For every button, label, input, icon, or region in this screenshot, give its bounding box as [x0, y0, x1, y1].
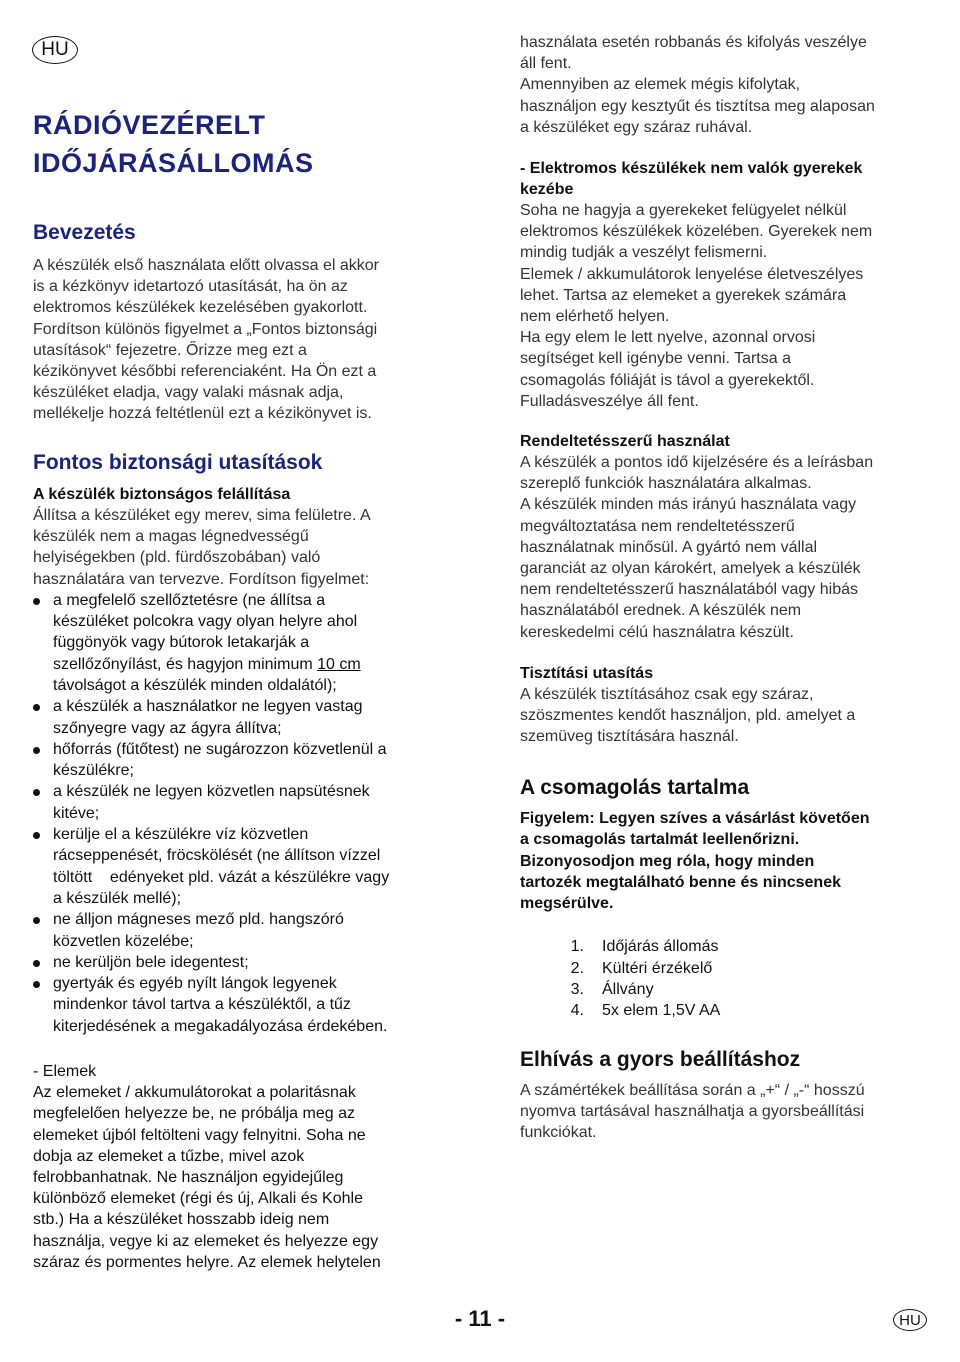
page-title [33, 106, 453, 182]
package-heading: A csomagolás tartalma [520, 776, 750, 799]
children-line: Ha egy elem le lett nyelve, azonnal orvosi [520, 329, 816, 347]
list-item: gyertyák és egyéb nyílt lángok legyenek mindenkor távol tartva a készüléktől, a tűz kiterjedésének a megakadályozása érdekében. [33, 973, 448, 1037]
list-item: ne kerüljön bele idegentest; [33, 952, 448, 973]
batteries-line: megfelelően helyezze be, ne próbálja meg az [33, 1105, 355, 1123]
list-item: 1. Időjárás állomás [570, 938, 719, 956]
quick-setup-section [520, 1047, 940, 1144]
intended-line: megváltoztatása nem rendeltetésszerű [520, 517, 795, 535]
batteries-line: használja, vegye ki az elemeket és helyezze egy [33, 1232, 379, 1250]
list-item: hőforrás (fűtőtest) ne sugározzon közvetlenül a készülékre; [33, 739, 448, 782]
children-line: nem elérhető helyen. [520, 308, 670, 326]
batteries-heading: - Elemek [33, 1063, 97, 1080]
batteries-line: használjon egy kesztyűt és tisztítsa meg alaposan [520, 97, 875, 115]
intro-line: mellékelje hozzá feltétlenül ezt a kézikönyvet is. [33, 405, 372, 423]
safety-section [33, 450, 448, 1037]
distance-value: 10 cm [317, 655, 361, 673]
batteries-line: elemeket újból feltölteni vagy felnyitni. Soha ne [33, 1126, 366, 1144]
batteries-line: felrobbanhatnak. Ne használjon egyidejűleg [33, 1169, 344, 1187]
safety-line: készülék nem a magas légnedvességű [33, 528, 309, 546]
quick-line: nyomva tartásával használhatja a gyorsbeállítási [520, 1103, 865, 1121]
title-line-2: IDŐJÁRÁSÁLLOMÁS [33, 148, 314, 178]
children-line: segítséget kell igénybe venni. Tartsa a [520, 350, 791, 368]
intro-line: készüléket eladja, vagy valaki másnak adja, [33, 384, 344, 402]
quick-line: A számértékek beállítása során a „+“ / „-“ hosszú [520, 1082, 865, 1099]
children-section [520, 158, 940, 412]
children-line: lehet. Tartsa az elemeket a gyerekek számára [520, 286, 847, 304]
intended-line: garanciát az olyan károkért, amelyek a készülék [520, 560, 861, 578]
cleaning-section [520, 663, 940, 748]
batteries-line: Amennyiben az elemek mégis kifolytak, [520, 76, 801, 94]
batteries-section [33, 1061, 448, 1273]
intended-line: A készülék a pontos idő kijelzésére és a leírásban [520, 454, 874, 471]
list-item: kerülje el a készülékre víz közvetlen rácseppenését, fröcskölését (ne állítson vízzel töltött edényeket pld. vázát a készülékre vagy a készülék mellé); [33, 824, 448, 909]
list-item: 3. Állvány [570, 981, 654, 999]
intended-use-heading: Rendeltetésszerű használat [520, 433, 730, 450]
intended-line: A készülék minden más irányú használata vagy [520, 496, 857, 514]
intro-heading: Bevezetés [33, 221, 136, 244]
intended-use-section [520, 431, 940, 643]
language-badge: HU [32, 36, 78, 64]
safety-line: helyiségekben (pld. fürdőszobában) való [33, 549, 321, 567]
package-section [520, 775, 940, 1022]
list-item: ne álljon mágneses mező pld. hangszóró közvetlen közelébe; [33, 909, 448, 952]
cleaning-line: szöszmentes kendőt használjon, pld. amelyet a [520, 707, 856, 725]
intro-line: elektromos készülékek kezelésében gyakorlott. [33, 299, 368, 317]
intro-line: is a kézkönyv idetartozó utasítását, ha ön az [33, 278, 348, 296]
batteries-line: Az elemeket / akkumulátorokat a polaritásnak [33, 1084, 356, 1102]
package-contents-list [520, 936, 940, 1021]
batteries-line: használata esetén robbanás és kifolyás veszélye [520, 34, 867, 51]
intro-line: kézikönyvet későbbi referenciaként. Ha Ön ezt a [33, 363, 377, 381]
list-item: 2. Kültéri érzékelő [570, 959, 713, 977]
list-item: 4. 5x elem 1,5V AA [570, 1002, 721, 1020]
children-line: Fulladásveszélye áll fent. [520, 392, 699, 410]
batteries-line: különböző elemeket (régi és új, Alkali és Kohle [33, 1190, 363, 1208]
children-heading: - Elektromos készülékek nem valók gyerekek kezébe [520, 160, 863, 198]
intended-line: használatából erednek. A készülék nem [520, 602, 802, 620]
language-badge-footer: HU [893, 1309, 927, 1331]
intended-line: nem rendeltetésszerű használatából vagy hibás [520, 581, 858, 599]
page-number: - 11 - [454, 1306, 506, 1331]
intended-line: szereplő funkciók használatára alkalmas. [520, 475, 812, 493]
list-item: a megfelelő szellőztetésre (ne állítsa a készüléket polcokra vagy olyan helyre ahol függönyök vagy bútorok letakarják a szellőzőnyílást, és hagyjon minimum 10 cm távolságot a készülék minden oldalától); [33, 590, 448, 696]
intended-line: kereskedelmi célú használatra készült. [520, 623, 794, 641]
list-item: a készülék ne legyen közvetlen napsütésnek kitéve; [33, 781, 448, 824]
intro-line: Fordítson különös figyelmet a „Fontos biztonsági [33, 320, 378, 338]
list-item: a készülék a használatkor ne legyen vastag szőnyegre vagy az ágyra állítva; [33, 696, 448, 739]
intro-section [33, 220, 448, 425]
cleaning-line: A készülék tisztításához csak egy száraz, [520, 686, 814, 703]
intro-line: A készülék első használata előtt olvassa el akkor [33, 257, 379, 274]
batteries-line: stb.) Ha a készüléket hosszabb ideig nem [33, 1211, 330, 1229]
safety-heading: Fontos biztonsági utasítások [33, 451, 323, 474]
title-line-1: RÁDIÓVEZÉRELT [33, 110, 266, 140]
batteries-line: dobja az elemeket a tűzbe, mivel azok [33, 1147, 305, 1165]
cleaning-heading: Tisztítási utasítás [520, 665, 654, 682]
quick-setup-heading: Elhívás a gyors beállításhoz [520, 1048, 801, 1071]
batteries-line: a készüléket egy száraz ruhával. [520, 118, 753, 136]
children-line: mindig tudják a veszélyt felismerni. [520, 244, 768, 262]
batteries-continued [520, 32, 940, 138]
intended-line: használatnak minősül. A gyártó nem vállal [520, 538, 818, 556]
cleaning-line: szemüveg tisztítására használ. [520, 728, 739, 746]
intro-line: utasítások“ fejezetre. Őrizze meg ezt a [33, 341, 307, 359]
quick-line: funkciókat. [520, 1124, 597, 1142]
safety-line: Állítsa a készüléket egy merev, sima felületre. A [33, 507, 371, 524]
children-line: csomagolás fóliáját is távol a gyerekektől. [520, 371, 815, 389]
batteries-line: száraz és pormentes helyre. Az elemek helytelen [33, 1253, 381, 1271]
batteries-line: áll fent. [520, 55, 572, 73]
safety-line: használatára van tervezve. Fordítson figyelmet: [33, 570, 370, 588]
children-line: Elemek / akkumulátorok lenyelése életveszélyes [520, 265, 864, 283]
children-line: elektromos készülékek közelében. Gyerekek nem [520, 223, 873, 241]
safety-bullet-list [33, 590, 448, 1037]
safety-subheading: A készülék biztonságos felállítása [33, 486, 291, 503]
package-note: Figyelem: Legyen szíves a vásárlást követően a csomagolás tartalmát leellenőrizni. Bizonyosodjon meg róla, hogy minden tartozék megtalálható benne és nincsenek megsérülve. [520, 810, 870, 913]
children-line: Soha ne hagyja a gyerekeket felügyelet nélkül [520, 202, 847, 219]
